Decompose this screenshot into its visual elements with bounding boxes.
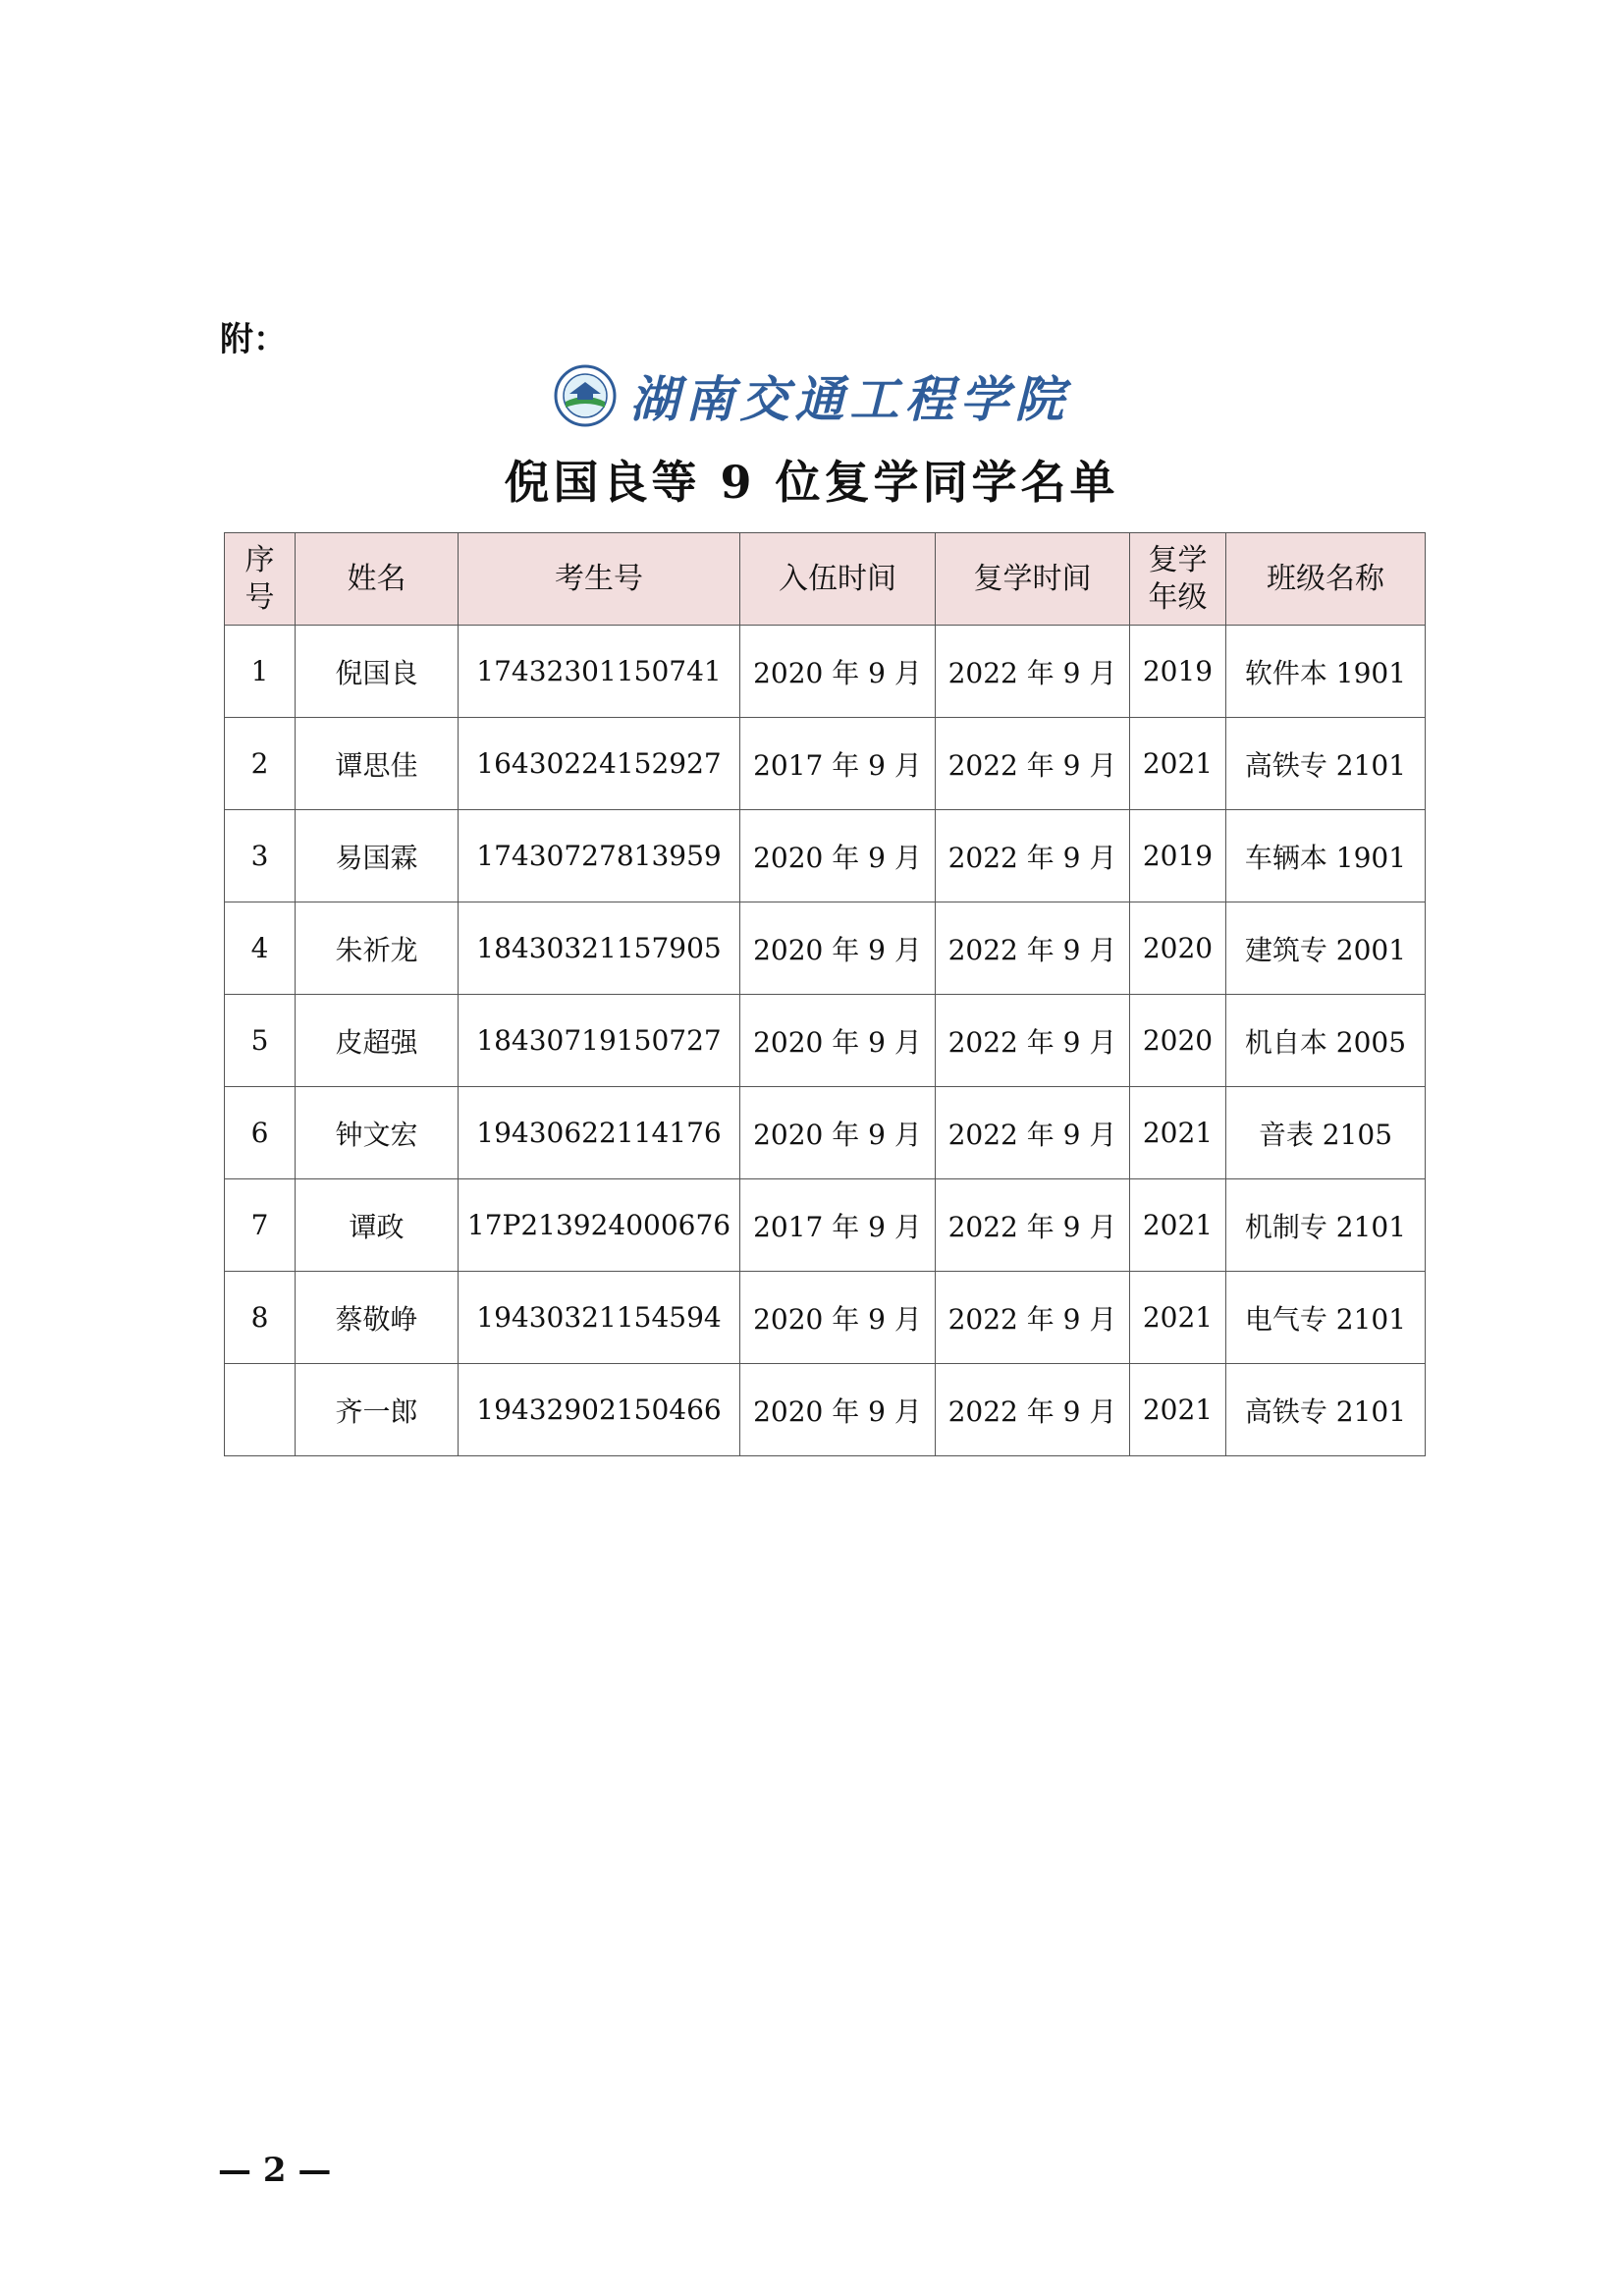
institution-name: 湖南交通工程学院	[629, 370, 1070, 428]
table-row	[225, 902, 1426, 995]
table-row	[225, 1087, 1426, 1179]
school-emblem-icon	[554, 364, 617, 427]
table-cell: 2021	[1130, 718, 1226, 810]
table-cell: 19430321154594	[459, 1272, 740, 1364]
table-cell: 2020 年 9 月	[740, 810, 936, 902]
table-cell: 2021	[1130, 1272, 1226, 1364]
table-cell: 高铁专 2101	[1226, 718, 1426, 810]
table-cell: 软件本 1901	[1226, 626, 1426, 718]
table-cell: 皮超强	[296, 995, 459, 1087]
table-cell: 2020 年 9 月	[740, 1087, 936, 1179]
table-cell: 2022 年 9 月	[936, 718, 1130, 810]
header-cell: 复学年级	[1130, 533, 1226, 626]
table-cell: 2020 年 9 月	[740, 902, 936, 995]
table-cell: 电气专 2101	[1226, 1272, 1426, 1364]
table-cell: 3	[225, 810, 296, 902]
attachment-label: 附：	[220, 320, 287, 359]
table-cell: 2020 年 9 月	[740, 1364, 936, 1456]
table-row	[225, 810, 1426, 902]
table-cell: 2022 年 9 月	[936, 1364, 1130, 1456]
table-cell: 易国霖	[296, 810, 459, 902]
table-cell: 2022 年 9 月	[936, 626, 1130, 718]
table-cell: 2017 年 9 月	[740, 718, 936, 810]
table-cell: 2021	[1130, 1087, 1226, 1179]
table-cell: 2020	[1130, 902, 1226, 995]
table-cell: 16430224152927	[459, 718, 740, 810]
table-cell: 19430622114176	[459, 1087, 740, 1179]
table-cell: 钟文宏	[296, 1087, 459, 1179]
table-cell: 4	[225, 902, 296, 995]
table-cell: 2022 年 9 月	[936, 1272, 1130, 1364]
table-cell: 17P213924000676	[459, 1179, 740, 1272]
table-cell: 1	[225, 626, 296, 718]
table-cell: 6	[225, 1087, 296, 1179]
table-cell: 19432902150466	[459, 1364, 740, 1456]
table-row	[225, 626, 1426, 718]
table-cell: 2020	[1130, 995, 1226, 1087]
table-cell: 2021	[1130, 1364, 1226, 1456]
document-title: 倪国良等 9 位复学同学名单	[504, 456, 1119, 509]
table-cell: 5	[225, 995, 296, 1087]
table-cell: 17430727813959	[459, 810, 740, 902]
table-cell: 2	[225, 718, 296, 810]
table-cell: 车辆本 1901	[1226, 810, 1426, 902]
header-cell: 入伍时间	[740, 533, 936, 626]
page-number: — 2 —	[218, 2151, 332, 2190]
table-cell	[225, 1364, 296, 1456]
table-row	[225, 1179, 1426, 1272]
table-cell: 17432301150741	[459, 626, 740, 718]
table-cell: 18430719150727	[459, 995, 740, 1087]
table-cell: 2020 年 9 月	[740, 995, 936, 1087]
table-cell: 倪国良	[296, 626, 459, 718]
table-cell: 齐一郎	[296, 1364, 459, 1456]
table-cell: 8	[225, 1272, 296, 1364]
table-cell: 机自本 2005	[1226, 995, 1426, 1087]
table-cell: 2022 年 9 月	[936, 1087, 1130, 1179]
table-cell: 2019	[1130, 810, 1226, 902]
table-cell: 18430321157905	[459, 902, 740, 995]
table-cell: 机制专 2101	[1226, 1179, 1426, 1272]
header-cell: 姓名	[296, 533, 459, 626]
header-cell: 复学时间	[936, 533, 1130, 626]
table-cell: 2020 年 9 月	[740, 626, 936, 718]
table-cell: 2022 年 9 月	[936, 1179, 1130, 1272]
table-row	[225, 1272, 1426, 1364]
student-list-table	[224, 532, 1426, 1456]
table-header-row	[225, 533, 1426, 626]
header-cell: 班级名称	[1226, 533, 1426, 626]
header-cell: 考生号	[459, 533, 740, 626]
table-cell: 谭思佳	[296, 718, 459, 810]
table-cell: 谭政	[296, 1179, 459, 1272]
table-cell: 建筑专 2001	[1226, 902, 1426, 995]
table-cell: 高铁专 2101	[1226, 1364, 1426, 1456]
header-cell: 序号	[225, 533, 296, 626]
table-cell: 2017 年 9 月	[740, 1179, 936, 1272]
table-row	[225, 995, 1426, 1087]
table-cell: 2022 年 9 月	[936, 902, 1130, 995]
table-cell: 2022 年 9 月	[936, 810, 1130, 902]
institution-logo	[0, 361, 1623, 430]
table-cell: 蔡敬峥	[296, 1272, 459, 1364]
table-row	[225, 718, 1426, 810]
table-cell: 2021	[1130, 1179, 1226, 1272]
table-cell: 2019	[1130, 626, 1226, 718]
table-cell: 音表 2105	[1226, 1087, 1426, 1179]
table-cell: 2020 年 9 月	[740, 1272, 936, 1364]
table-cell: 朱祈龙	[296, 902, 459, 995]
table-row	[225, 1364, 1426, 1456]
table-cell: 2022 年 9 月	[936, 995, 1130, 1087]
table-cell: 7	[225, 1179, 296, 1272]
